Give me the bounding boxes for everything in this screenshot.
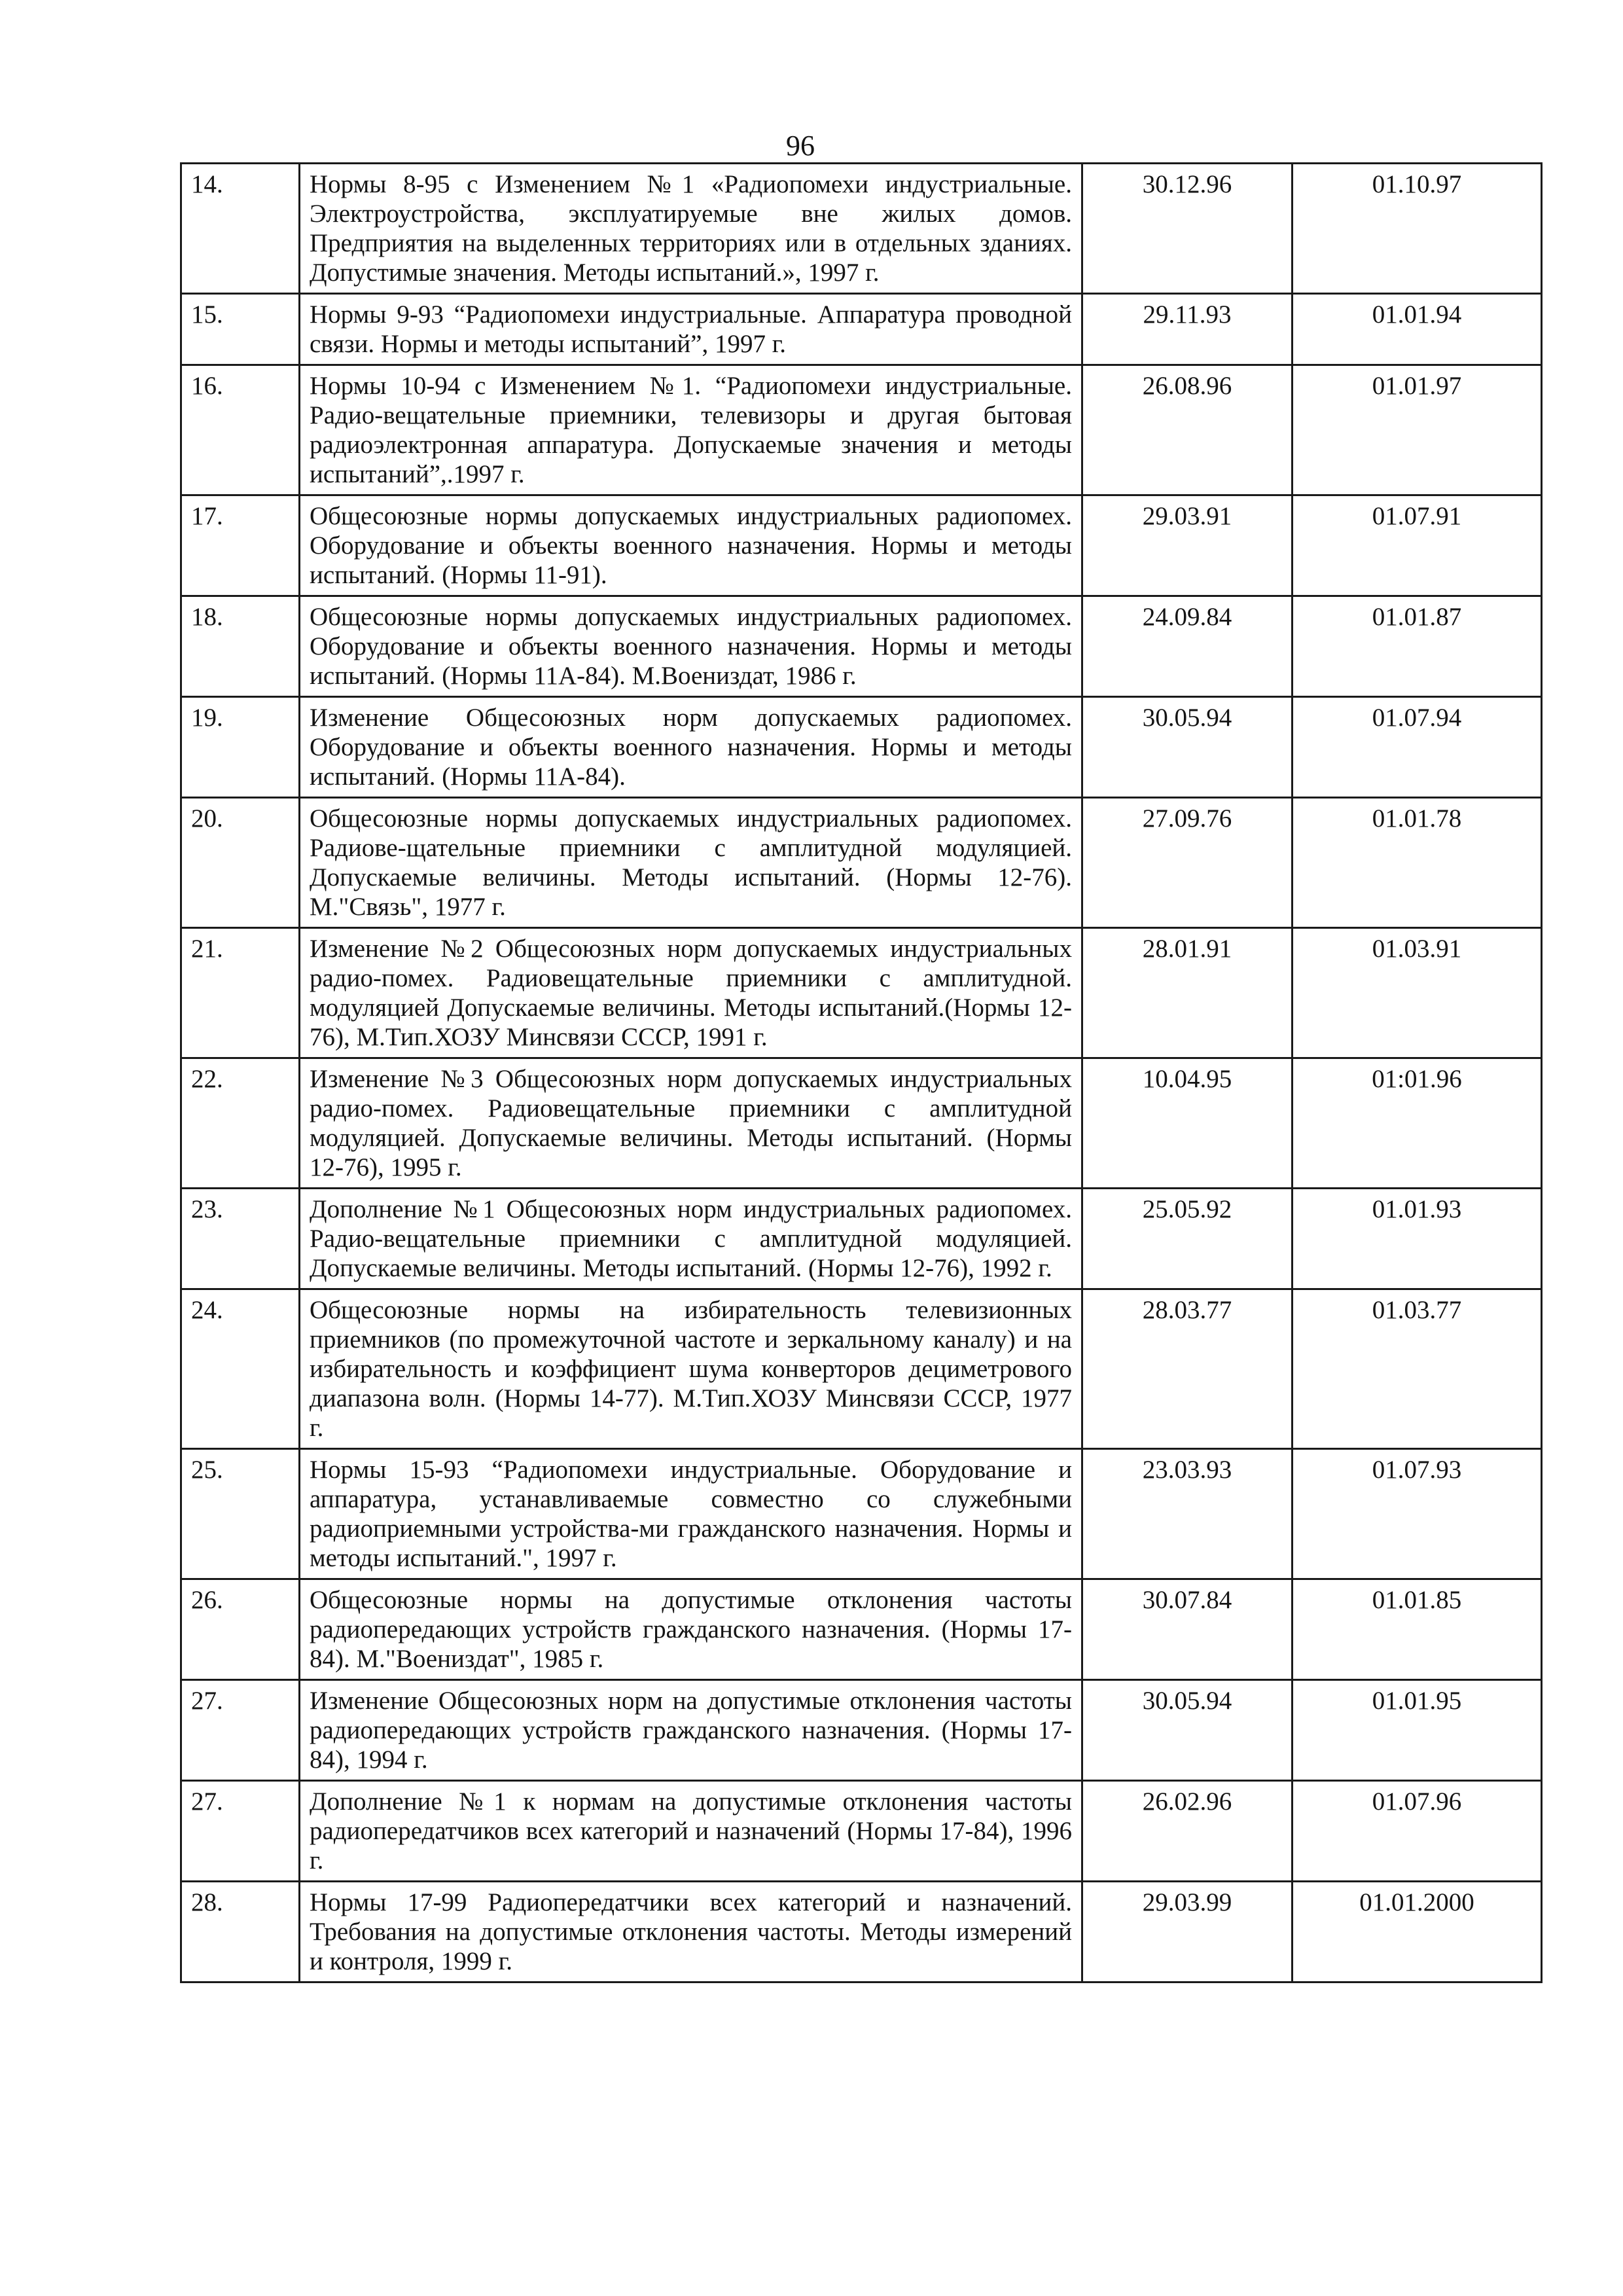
- norm-description-cell: Изменение Общесоюзных норм допускаемых радиопомех. Оборудование и объекты военного назначения. Нормы и методы испытаний. (Нормы 11А-84).: [300, 697, 1082, 798]
- effective-date-cell: 01.01.78: [1293, 798, 1542, 928]
- effective-date-cell: 01.07.96: [1293, 1781, 1542, 1882]
- approval-date-cell: 27.09.76: [1082, 798, 1293, 928]
- approval-date-cell: 10.04.95: [1082, 1058, 1293, 1189]
- table-row: [181, 1579, 1542, 1680]
- norms-table: [180, 162, 1543, 1983]
- effective-date-cell: 01.01.85: [1293, 1579, 1542, 1680]
- norm-description-cell: Общесоюзные нормы допускаемых индустриальных радиопомех. Оборудование и объекты военного назначения. Нормы и методы испытаний. (Нормы 11-91).: [300, 495, 1082, 596]
- effective-date-cell: 01.01.97: [1293, 365, 1542, 495]
- effective-date-cell: 01.01.93: [1293, 1189, 1542, 1289]
- row-number-cell: 17.: [181, 495, 300, 596]
- row-number-cell: 18.: [181, 596, 300, 697]
- row-number-cell: 28.: [181, 1882, 300, 1982]
- row-number-cell: 27.: [181, 1781, 300, 1882]
- effective-date-cell: 01.01.94: [1293, 294, 1542, 365]
- table-row: [181, 1882, 1542, 1982]
- effective-date-cell: 01.01.87: [1293, 596, 1542, 697]
- effective-date-cell: 01.07.93: [1293, 1449, 1542, 1579]
- table-row: [181, 596, 1542, 697]
- table-row: [181, 798, 1542, 928]
- table-row: [181, 1189, 1542, 1289]
- approval-date-cell: 26.02.96: [1082, 1781, 1293, 1882]
- effective-date-cell: 01.03.91: [1293, 928, 1542, 1058]
- norm-description-cell: Изменение №2 Общесоюзных норм допускаемых индустриальных радио-помех. Радиовещательные приемники с амплитудной. модуляцией Допускаемые величины. Методы испытаний.(Нормы 12-76), М.Тип.ХОЗУ Минсвязи СССР, 1991 г.: [300, 928, 1082, 1058]
- norm-description-cell: Общесоюзные нормы допускаемых индустриальных радиопомех. Оборудование и объекты военного назначения. Нормы и методы испытаний. (Нормы 11А-84). М.Воениздат, 1986 г.: [300, 596, 1082, 697]
- norm-description-cell: Общесоюзные нормы допускаемых индустриальных радиопомех. Радиове-щательные приемники с амплитудной модуляцией. Допускаемые величины. Методы испытаний. (Нормы 12-76). М."Связь", 1977 г.: [300, 798, 1082, 928]
- effective-date-cell: 01.07.94: [1293, 697, 1542, 798]
- row-number-cell: 16.: [181, 365, 300, 495]
- page-number: 96: [786, 130, 815, 162]
- approval-date-cell: 23.03.93: [1082, 1449, 1293, 1579]
- norm-description-cell: Изменение Общесоюзных норм на допустимые отклонения частоты радиопередающих устройств гражданского назначения. (Нормы 17-84), 1994 г.: [300, 1680, 1082, 1781]
- row-number-cell: 26.: [181, 1579, 300, 1680]
- approval-date-cell: 26.08.96: [1082, 365, 1293, 495]
- norms-table-body: [181, 164, 1542, 1982]
- row-number-cell: 21.: [181, 928, 300, 1058]
- row-number-cell: 19.: [181, 697, 300, 798]
- norm-description-cell: Нормы 15-93 “Радиопомехи индустриальные. Оборудование и аппаратура, устанавливаемые совместно со служебными радиоприемными устройства-ми гражданского назначения. Нормы и методы испытаний.", 1997 г.: [300, 1449, 1082, 1579]
- approval-date-cell: 29.03.91: [1082, 495, 1293, 596]
- approval-date-cell: 30.05.94: [1082, 697, 1293, 798]
- approval-date-cell: 29.11.93: [1082, 294, 1293, 365]
- table-row: [181, 1449, 1542, 1579]
- approval-date-cell: 30.12.96: [1082, 164, 1293, 294]
- effective-date-cell: 01.01.2000: [1293, 1882, 1542, 1982]
- table-row: [181, 1680, 1542, 1781]
- row-number-cell: 27.: [181, 1680, 300, 1781]
- effective-date-cell: 01.10.97: [1293, 164, 1542, 294]
- norm-description-cell: Нормы 8-95 с Изменением №1 «Радиопомехи индустриальные. Электроустройства, эксплуатируемые вне жилых домов. Предприятия на выделенных территориях или в отдельных зданиях. Допустимые значения. Методы испытаний.», 1997 г.: [300, 164, 1082, 294]
- table-row: [181, 1289, 1542, 1449]
- row-number-cell: 15.: [181, 294, 300, 365]
- row-number-cell: 24.: [181, 1289, 300, 1449]
- norm-description-cell: Дополнение №1 Общесоюзных норм индустриальных радиопомех. Радио-вещательные приемники с амплитудной модуляцией. Допускаемые величины. Методы испытаний. (Нормы 12-76), 1992 г.: [300, 1189, 1082, 1289]
- effective-date-cell: 01:01.96: [1293, 1058, 1542, 1189]
- table-row: [181, 697, 1542, 798]
- norm-description-cell: Общесоюзные нормы на избирательность телевизионных приемников (по промежуточной частоте и зеркальному каналу) и на избирательность и коэффициент шума конверторов дециметрового диапазона волн. (Нормы 14-77). М.Тип.ХОЗУ Минсвязи СССР, 1977 г.: [300, 1289, 1082, 1449]
- approval-date-cell: 30.05.94: [1082, 1680, 1293, 1781]
- row-number-cell: 23.: [181, 1189, 300, 1289]
- row-number-cell: 22.: [181, 1058, 300, 1189]
- table-row: [181, 1058, 1542, 1189]
- norm-description-cell: Общесоюзные нормы на допустимые отклонения частоты радиопередающих устройств гражданского назначения. (Нормы 17-84). М."Воениздат", 1985 г.: [300, 1579, 1082, 1680]
- norm-description-cell: Дополнение №1 к нормам на допустимые отклонения частоты радиопередатчиков всех категорий и назначений (Нормы 17-84), 1996 г.: [300, 1781, 1082, 1882]
- norm-description-cell: Нормы 9-93 “Радиопомехи индустриальные. Аппаратура проводной связи. Нормы и методы испытаний”, 1997 г.: [300, 294, 1082, 365]
- table-row: [181, 294, 1542, 365]
- norm-description-cell: Нормы 17-99 Радиопередатчики всех категорий и назначений. Требования на допустимые отклонения частоты. Методы измерений и контроля, 1999 г.: [300, 1882, 1082, 1982]
- approval-date-cell: 28.03.77: [1082, 1289, 1293, 1449]
- norm-description-cell: Нормы 10-94 с Изменением №1. “Радиопомехи индустриальные. Радио-вещательные приемники, телевизоры и другая бытовая радиоэлектронная аппаратура. Допускаемые значения и методы испытаний”,.1997 г.: [300, 365, 1082, 495]
- table-row: [181, 164, 1542, 294]
- approval-date-cell: 25.05.92: [1082, 1189, 1293, 1289]
- approval-date-cell: 24.09.84: [1082, 596, 1293, 697]
- row-number-cell: 14.: [181, 164, 300, 294]
- row-number-cell: 25.: [181, 1449, 300, 1579]
- effective-date-cell: 01.01.95: [1293, 1680, 1542, 1781]
- approval-date-cell: 28.01.91: [1082, 928, 1293, 1058]
- approval-date-cell: 29.03.99: [1082, 1882, 1293, 1982]
- table-row: [181, 495, 1542, 596]
- table-row: [181, 365, 1542, 495]
- norm-description-cell: Изменение №3 Общесоюзных норм допускаемых индустриальных радио-помех. Радиовещательные приемники с амплитудной модуляцией. Допускаемые величины. Методы испытаний. (Нормы 12-76), 1995 г.: [300, 1058, 1082, 1189]
- table-row: [181, 1781, 1542, 1882]
- row-number-cell: 20.: [181, 798, 300, 928]
- effective-date-cell: 01.07.91: [1293, 495, 1542, 596]
- approval-date-cell: 30.07.84: [1082, 1579, 1293, 1680]
- table-row: [181, 928, 1542, 1058]
- effective-date-cell: 01.03.77: [1293, 1289, 1542, 1449]
